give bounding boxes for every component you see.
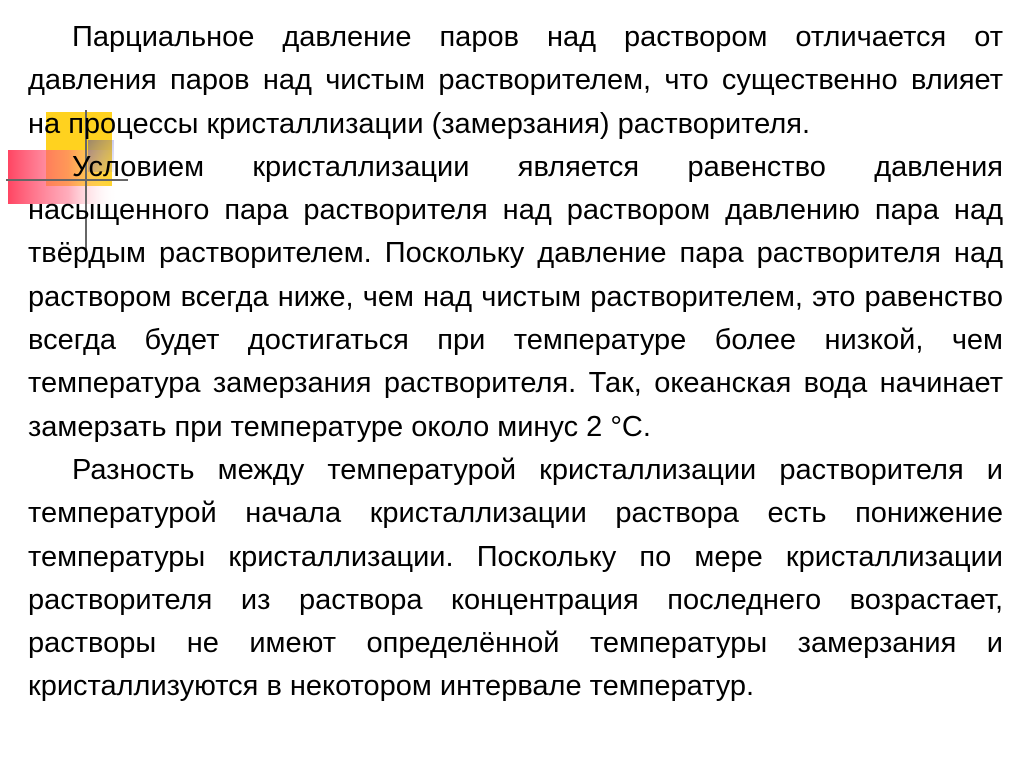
paragraph-crystallization-condition: Условием кристаллизации является равенство давления насыщенного пара растворителя над раствором давлению пара над твёрдым растворителем. Поскольку давление пара растворителя над раствором всегда ниже, чем над чистым растворителем, это равенство всегда будет достигаться при температуре более низкой, чем температура замерзания растворителя. Так, океанская вода начинает замерзать при температуре около минус 2 °С. — [28, 150, 1003, 443]
paragraph-vapor-pressure: Парциальное давление паров над раствором отличается от давления паров над чистым растворителем, что существенно влияет на процессы кристаллизации (замерзания) растворителя. — [28, 21, 1003, 140]
slide-body — [28, 16, 1003, 709]
paragraph-freezing-point-depression: Разность между температурой кристаллизации растворителя и температурой начала кристаллизации раствора есть понижение температуры кристаллизации. Поскольку по мере кристаллизации растворителя из раствора концентрация последнего возрастает, растворы не имеют определённой температуры замерзания и кристаллизуются в некотором интервале температур. — [28, 453, 1003, 703]
